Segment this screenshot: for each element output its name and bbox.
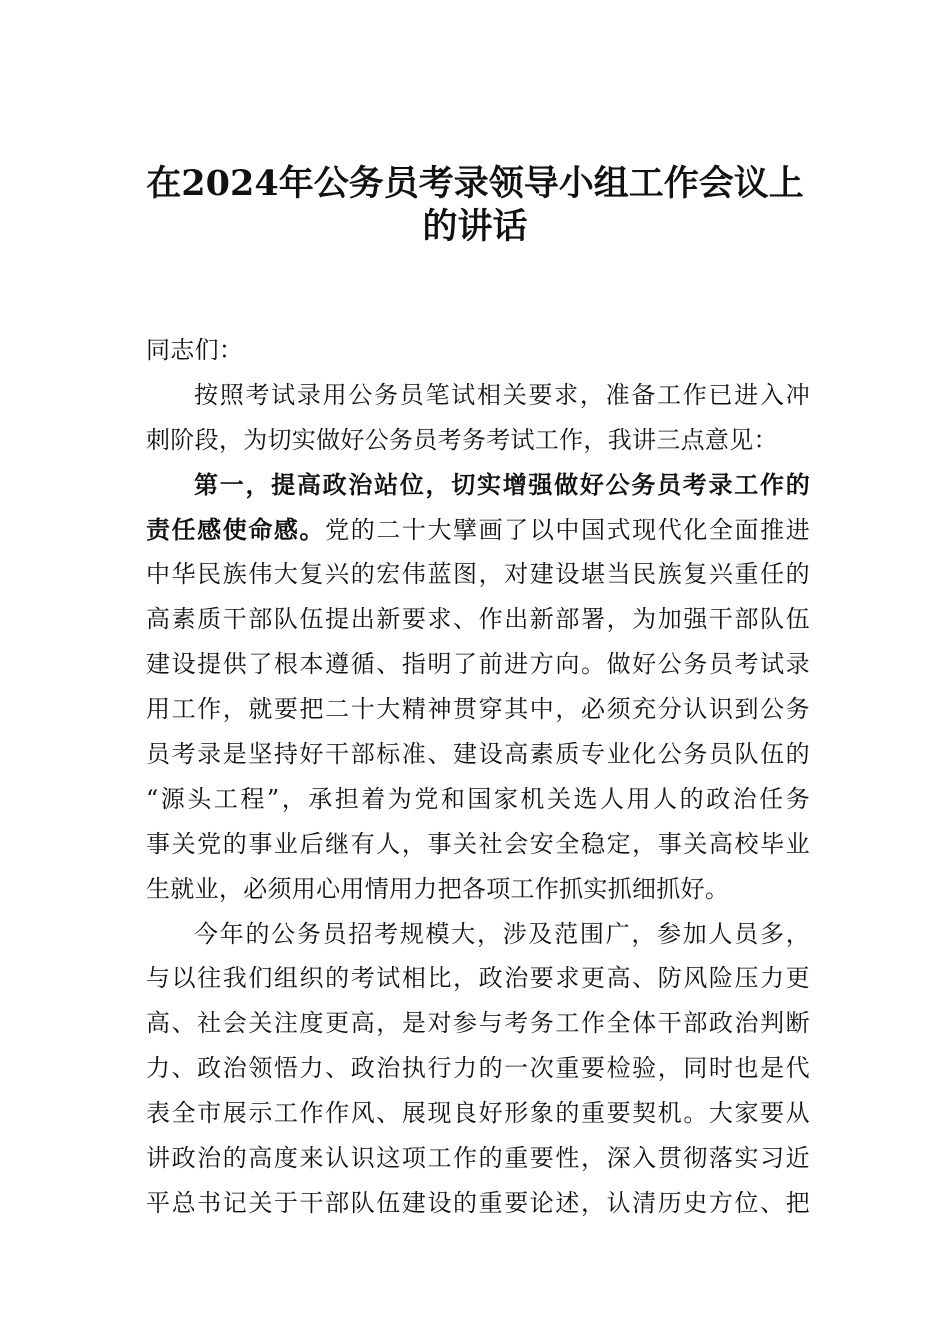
paragraph-line: 事关党的事业后继有人，事关社会安全稳定，事关高校毕业 — [146, 829, 810, 858]
paragraph-line: 与以往我们组织的考试相比，政治要求更高、防风险压力更 — [146, 964, 810, 993]
section-1-heading: 第一，提高政治站位，切实增强做好公务员考录工作的 — [194, 470, 810, 499]
section-1-heading-end: 责任感使命感。 — [146, 515, 326, 544]
paragraph-line: 按照考试录用公务员笔试相关要求，准备工作已进入冲 — [194, 380, 810, 409]
paragraph-line: 建设提供了根本遵循、指明了前进方向。做好公务员考试录 — [146, 650, 810, 679]
paragraph-2 — [146, 912, 810, 1226]
section-1-paragraph — [146, 463, 810, 912]
paragraph-line: 力、政治领悟力、政治执行力的一次重要检验，同时也是代 — [146, 1054, 810, 1083]
paragraph-line: 高、社会关注度更高，是对参与考务工作全体干部政治判断 — [146, 1009, 810, 1038]
paragraph-line: “源头工程”，承担着为党和国家机关选人用人的政治任务 — [146, 784, 810, 813]
paragraph-line-rest: 党的二十大擘画了以中国式现代化全面推进 — [325, 515, 810, 544]
paragraph-line: 中华民族伟大复兴的宏伟蓝图，对建设堪当民族复兴重任的 — [146, 560, 810, 589]
document-body — [146, 328, 810, 1226]
salutation: 同志们： — [146, 336, 244, 364]
document-title-line-1: 在2024年公务员考录领导小组工作会议上 — [146, 163, 804, 204]
paragraph-line: 刺阶段，为切实做好公务员考务考试工作，我讲三点意见： — [146, 425, 778, 454]
intro-paragraph — [146, 373, 810, 463]
paragraph-line — [146, 508, 810, 553]
paragraph-line: 用工作，就要把二十大精神贯穿其中，必须充分认识到公务 — [146, 695, 810, 724]
paragraph-line: 平总书记关于干部队伍建设的重要论述，认清历史方位、把 — [146, 1188, 810, 1217]
paragraph-line: 员考录是坚持好干部标准、建设高素质专业化公务员队伍的 — [146, 740, 810, 769]
paragraph-line: 今年的公务员招考规模大，涉及范围广，参加人员多， — [194, 919, 810, 948]
paragraph-line: 讲政治的高度来认识这项工作的重要性，深入贯彻落实习近 — [146, 1144, 810, 1173]
paragraph-line: 表全市展示工作作风、展现良好形象的重要契机。大家要从 — [146, 1099, 810, 1128]
paragraph-line: 高素质干部队伍提出新要求、作出新部署，为加强干部队伍 — [146, 605, 810, 634]
paragraph-line: 生就业，必须用心用情用力把各项工作抓实抓细抓好。 — [146, 874, 730, 903]
document-title-line-2: 的讲话 — [422, 206, 528, 247]
